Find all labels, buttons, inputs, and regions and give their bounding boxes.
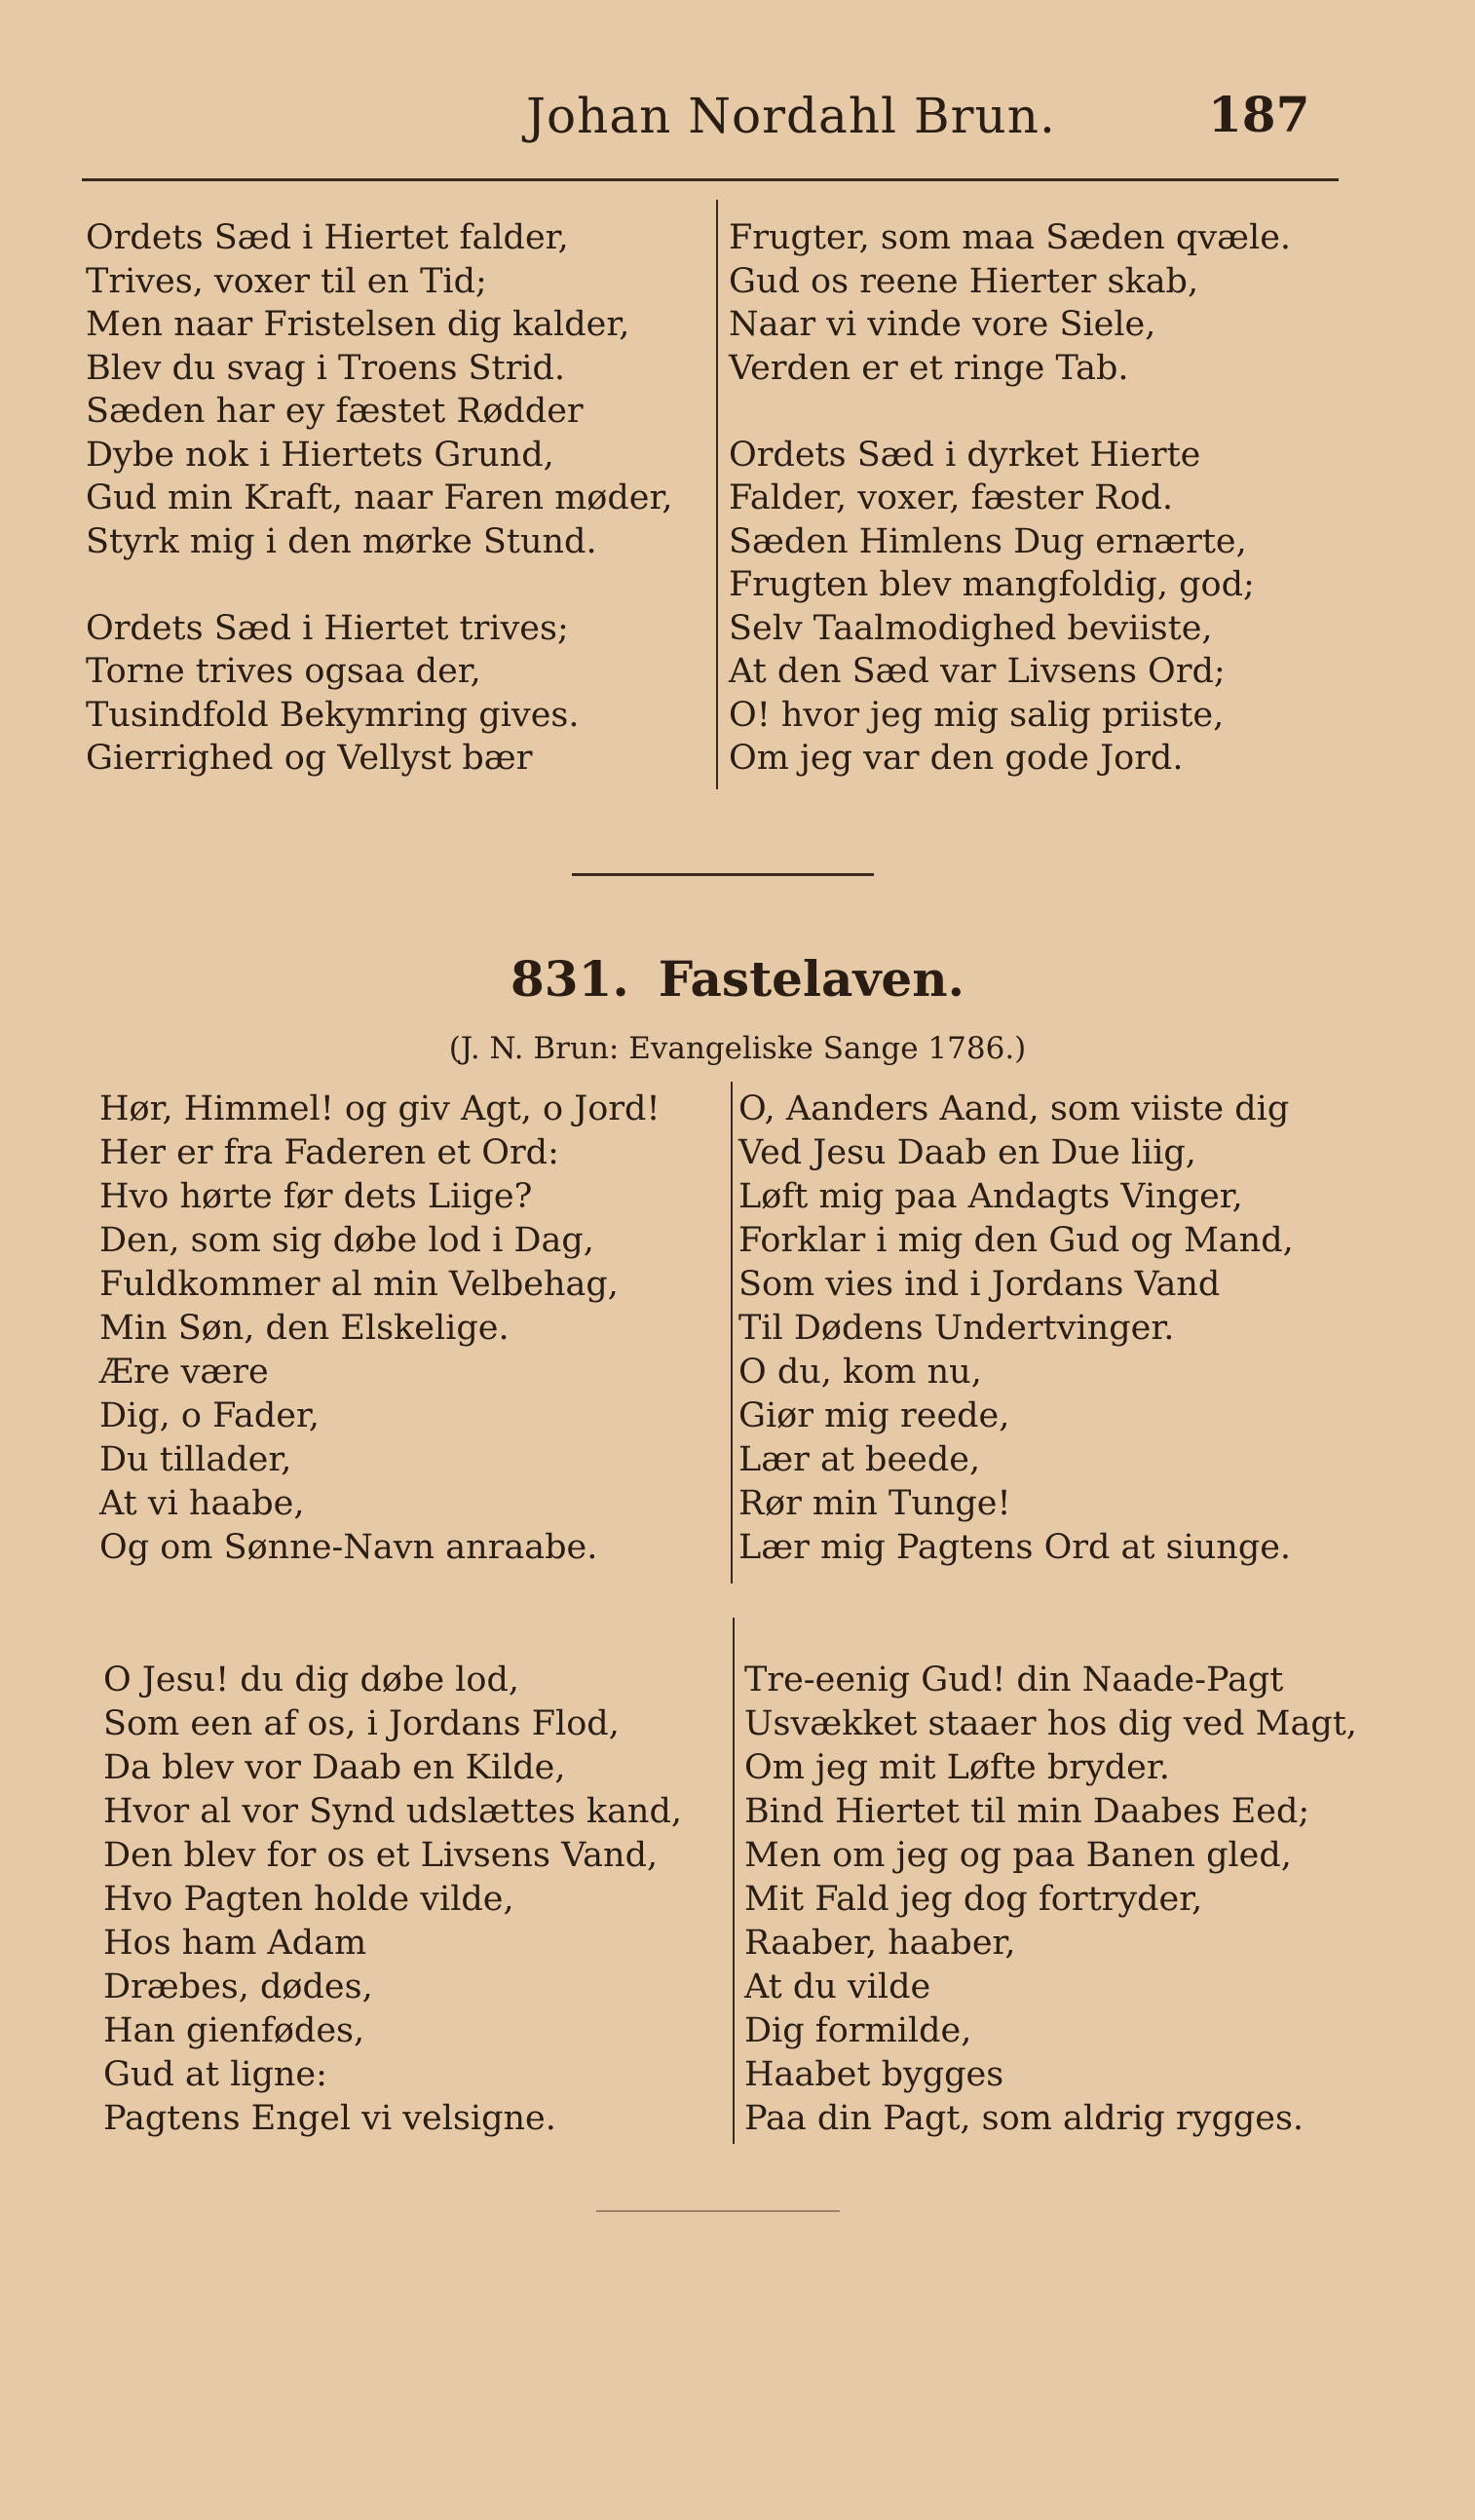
running-head: Johan Nordahl Brun. (526, 88, 1056, 144)
verse-line: Pagtens Engel vi velsigne. (103, 2099, 556, 2138)
verse-line: Torne trives ogsaa der, (86, 652, 481, 691)
verse-line: Usvækket staaer hos dig ved Magt, (744, 1704, 1357, 1743)
verse-line: Min Søn, den Elskelige. (99, 1309, 510, 1348)
stanza-break (86, 563, 673, 607)
page-header (0, 78, 1475, 166)
verse-line: At du vilde (744, 1967, 931, 2006)
hymn-source: (J. N. Brun: Evangeliske Sange 1786.) (448, 1031, 1027, 1066)
header-rule (82, 178, 1339, 181)
verse-line: Trives, voxer til en Tid; (86, 261, 487, 301)
verse-line: Og om Sønne-Navn anraabe. (99, 1528, 598, 1567)
verse-line: Selv Taalmodighed beviiste, (729, 608, 1213, 648)
verse-line: O, Aanders Aand, som viiste dig (738, 1089, 1290, 1128)
verse-line: Giør mig reede, (738, 1396, 1010, 1435)
end-rule (596, 2210, 840, 2212)
verse-line: Tre-eenig Gud! din Naade-Pagt (744, 1661, 1284, 1699)
section-separator-rule (572, 873, 874, 876)
verse-line: Lær at beede, (738, 1440, 981, 1479)
verse-line: Da blev vor Daab en Kilde, (103, 1748, 566, 1787)
page-number: 187 (1208, 86, 1310, 143)
verse-line: Blev du svag i Troens Strid. (86, 348, 566, 388)
hymn-number: 831. (510, 950, 629, 1008)
verse-line: Ordets Sæd i dyrket Hierte (729, 435, 1201, 475)
stanza-break (729, 390, 1291, 434)
top-left-column (86, 216, 673, 781)
verse-line: Den blev for os et Livsens Vand, (103, 1836, 659, 1875)
verse-line: Dig, o Fader, (99, 1396, 321, 1435)
verse-line: Lær mig Pagtens Ord at siunge. (738, 1528, 1292, 1567)
verse-line: Frugten blev mangfoldig, god; (729, 565, 1255, 604)
verse-line: Tusindfold Bekymring gives. (86, 695, 580, 735)
verse-line: Hvo Pagten holde vilde, (103, 1880, 514, 1919)
verse-line: Gierrighed og Vellyst bær (86, 739, 533, 778)
verse-line: O du, kom nu, (738, 1353, 982, 1392)
verse-line: Dræbes, dødes, (103, 1967, 373, 2006)
verse-line: Hos ham Adam (103, 1924, 367, 1963)
verse-line: Hør, Himmel! og giv Agt, o Jord! (99, 1089, 661, 1128)
verse-line: Gud os reene Hierter skab, (729, 261, 1199, 301)
column-divider-top (716, 200, 718, 789)
verse-line: Naar vi vinde vore Siele, (729, 305, 1156, 344)
verse-line: Frugter, som maa Sæden qvæle. (729, 218, 1292, 257)
verse-line: Dig formilde, (744, 2011, 972, 2050)
verse-line: Gud min Kraft, naar Faren møder, (86, 478, 673, 517)
hymn-heading (0, 950, 1475, 1008)
verse-line: Du tillader, (99, 1440, 292, 1479)
verse-line: Dybe nok i Hiertets Grund, (86, 435, 554, 475)
column-divider-stanza-1 (731, 1082, 733, 1584)
verse-line: Sæden Himlens Dug ernærte, (729, 521, 1247, 561)
verse-line: Ordets Sæd i Hiertet trives; (86, 608, 569, 648)
verse-line: Om jeg var den gode Jord. (729, 739, 1184, 778)
verse-line: At den Sæd var Livsens Ord; (729, 652, 1226, 691)
verse-line: Til Dødens Undertvinger. (738, 1309, 1175, 1348)
verse-line: Mit Fald jeg dog fortryder, (744, 1880, 1203, 1919)
verse-line: Ordets Sæd i Hiertet falder, (86, 218, 569, 257)
stanza-1-left (99, 1088, 661, 1570)
verse-line: Om jeg mit Løfte bryder. (744, 1748, 1170, 1787)
verse-line: Paa din Pagt, som aldrig rygges. (744, 2099, 1305, 2138)
verse-line: Haabet bygges (744, 2055, 1004, 2094)
hymn-title: Fastelaven. (658, 950, 964, 1008)
verse-line: Hvo hørte før dets Liige? (99, 1177, 533, 1216)
verse-line: Men om jeg og paa Banen gled, (744, 1836, 1292, 1875)
verse-line: O Jesu! du dig døbe lod, (103, 1661, 519, 1699)
verse-line: Forklar i mig den Gud og Mand, (738, 1221, 1294, 1260)
verse-line: Hvor al vor Synd udslættes kand, (103, 1792, 683, 1831)
stanza-2-right (744, 1659, 1357, 2141)
verse-line: Den, som sig døbe lod i Dag, (99, 1221, 594, 1260)
verse-line: Men naar Fristelsen dig kalder, (86, 305, 630, 344)
top-right-column (729, 216, 1291, 781)
verse-line: Bind Hiertet til min Daabes Eed; (744, 1792, 1310, 1831)
verse-line: Fuldkommer al min Velbehag, (99, 1265, 619, 1304)
verse-line: Verden er et ringe Tab. (729, 348, 1129, 388)
verse-line: Rør min Tunge! (738, 1484, 1011, 1523)
verse-line: Sæden har ey fæstet Rødder (86, 392, 584, 431)
verse-line: Styrk mig i den mørke Stund. (86, 521, 597, 561)
verse-line: Falder, voxer, fæster Rod. (729, 478, 1174, 517)
column-divider-stanza-2 (733, 1618, 735, 2144)
verse-line: Her er fra Faderen et Ord: (99, 1133, 559, 1172)
verse-line: Ved Jesu Daab en Due liig, (738, 1133, 1196, 1172)
verse-line: Løft mig paa Andagts Vinger, (738, 1177, 1243, 1216)
verse-line: At vi haabe, (99, 1484, 305, 1523)
verse-line: Raaber, haaber, (744, 1924, 1016, 1963)
verse-line: Som een af os, i Jordans Flod, (103, 1704, 620, 1743)
verse-line: O! hvor jeg mig salig priiste, (729, 695, 1225, 735)
verse-line: Som vies ind i Jordans Vand (738, 1265, 1221, 1304)
stanza-2-left (103, 1659, 682, 2141)
verse-line: Gud at ligne: (103, 2055, 327, 2094)
verse-line: Han gienfødes, (103, 2011, 365, 2050)
stanza-1-right (738, 1088, 1294, 1570)
verse-line: Ære være (99, 1353, 269, 1392)
